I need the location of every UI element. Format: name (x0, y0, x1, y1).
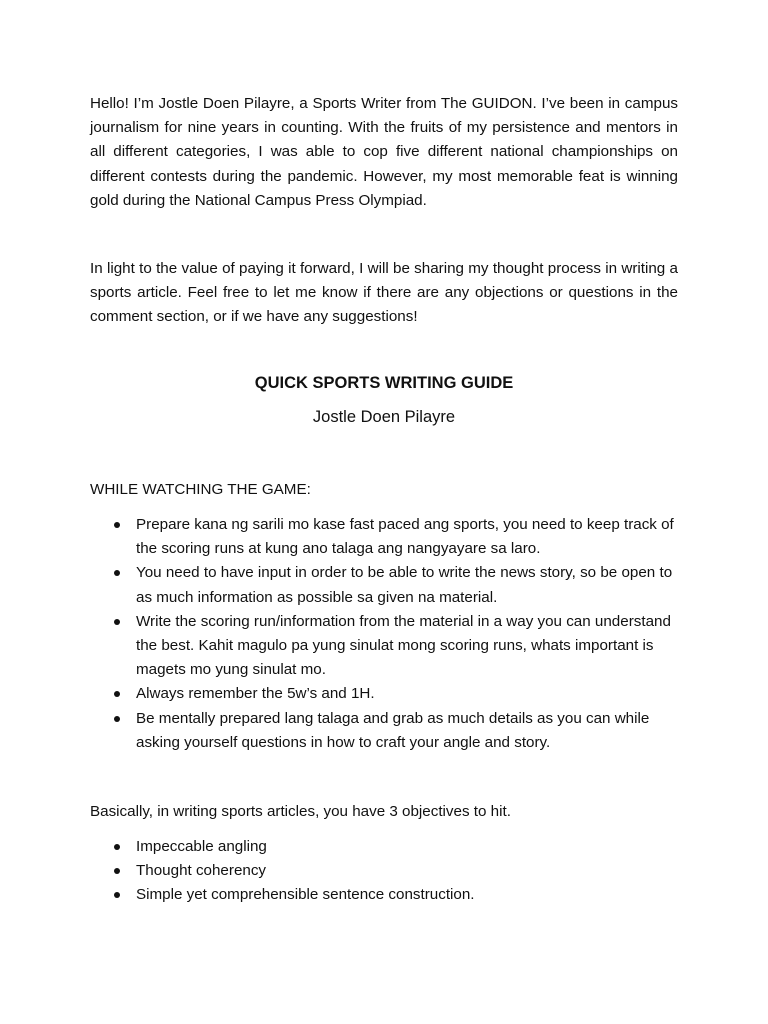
list-item (90, 561, 680, 609)
bullet-icon (114, 892, 120, 898)
bullet-icon (114, 619, 120, 625)
list-item-text: Thought coherency (136, 862, 267, 880)
guide-title: QUICK SPORTS WRITING GUIDE (254, 374, 514, 392)
list-item-text: Be mentally prepared lang talaga and grab as much details as you can while asking yourself questions in how to craft your angle and story. (136, 709, 650, 751)
list-item-text: Write the scoring run/information from the material in a way you can understand the best. Kahit magulo pa yung sinulat mong scoring runs, whats important is magets mo yung sinulat mo. (136, 612, 671, 679)
list-item (90, 883, 680, 907)
list-item (90, 835, 680, 859)
bullet-icon (114, 691, 120, 697)
list-item-text: Prepare kana ng sarili mo kase fast paced ang sports, you need to keep track of the scoring runs at kung ano talaga ang nangyayare sa laro. (136, 516, 674, 558)
section-heading-watching: WHILE WATCHING THE GAME: (90, 481, 311, 498)
bullet-icon (114, 844, 120, 850)
list-item (90, 859, 680, 883)
guide-author: Jostle Doen Pilayre (312, 408, 456, 426)
bullet-icon (114, 868, 120, 874)
list-item (90, 682, 680, 706)
objectives-summary: Basically, in writing sports articles, you have 3 objectives to hit. (90, 803, 511, 820)
bullet-icon (114, 716, 120, 722)
list-item-text: Always remember the 5w’s and 1H. (136, 685, 375, 703)
bullet-icon (114, 570, 120, 576)
list-item-text: You need to have input in order to be able to write the news story, so be open to as much information as possible sa given na material. (136, 564, 673, 606)
list-item (90, 610, 680, 683)
objectives-bullet-list (90, 835, 680, 908)
list-item (90, 707, 680, 755)
list-item-text: Simple yet comprehensible sentence construction. (136, 886, 475, 904)
bullet-icon (114, 522, 120, 528)
list-item-text: Impeccable angling (136, 838, 267, 855)
intro-paragraph-1: Hello! I’m Jostle Doen Pilayre, a Sports Writer from The GUIDON. I’ve been in campus journalism for nine years in counting. With the fruits of my persistence and mentors in all different categories, I was able to cop five different national championships on different contests during the pandemic. However, my most memorable feat is winning gold during the National Campus Press Olympiad. (90, 95, 678, 209)
watching-bullet-list (90, 513, 680, 755)
list-item (90, 513, 680, 561)
intro-paragraph-2: In light to the value of paying it forward, I will be sharing my thought process in writing a sports article. Feel free to let me know if there are any objections or questions in the comment section, or if we have any suggestions! (90, 260, 678, 326)
